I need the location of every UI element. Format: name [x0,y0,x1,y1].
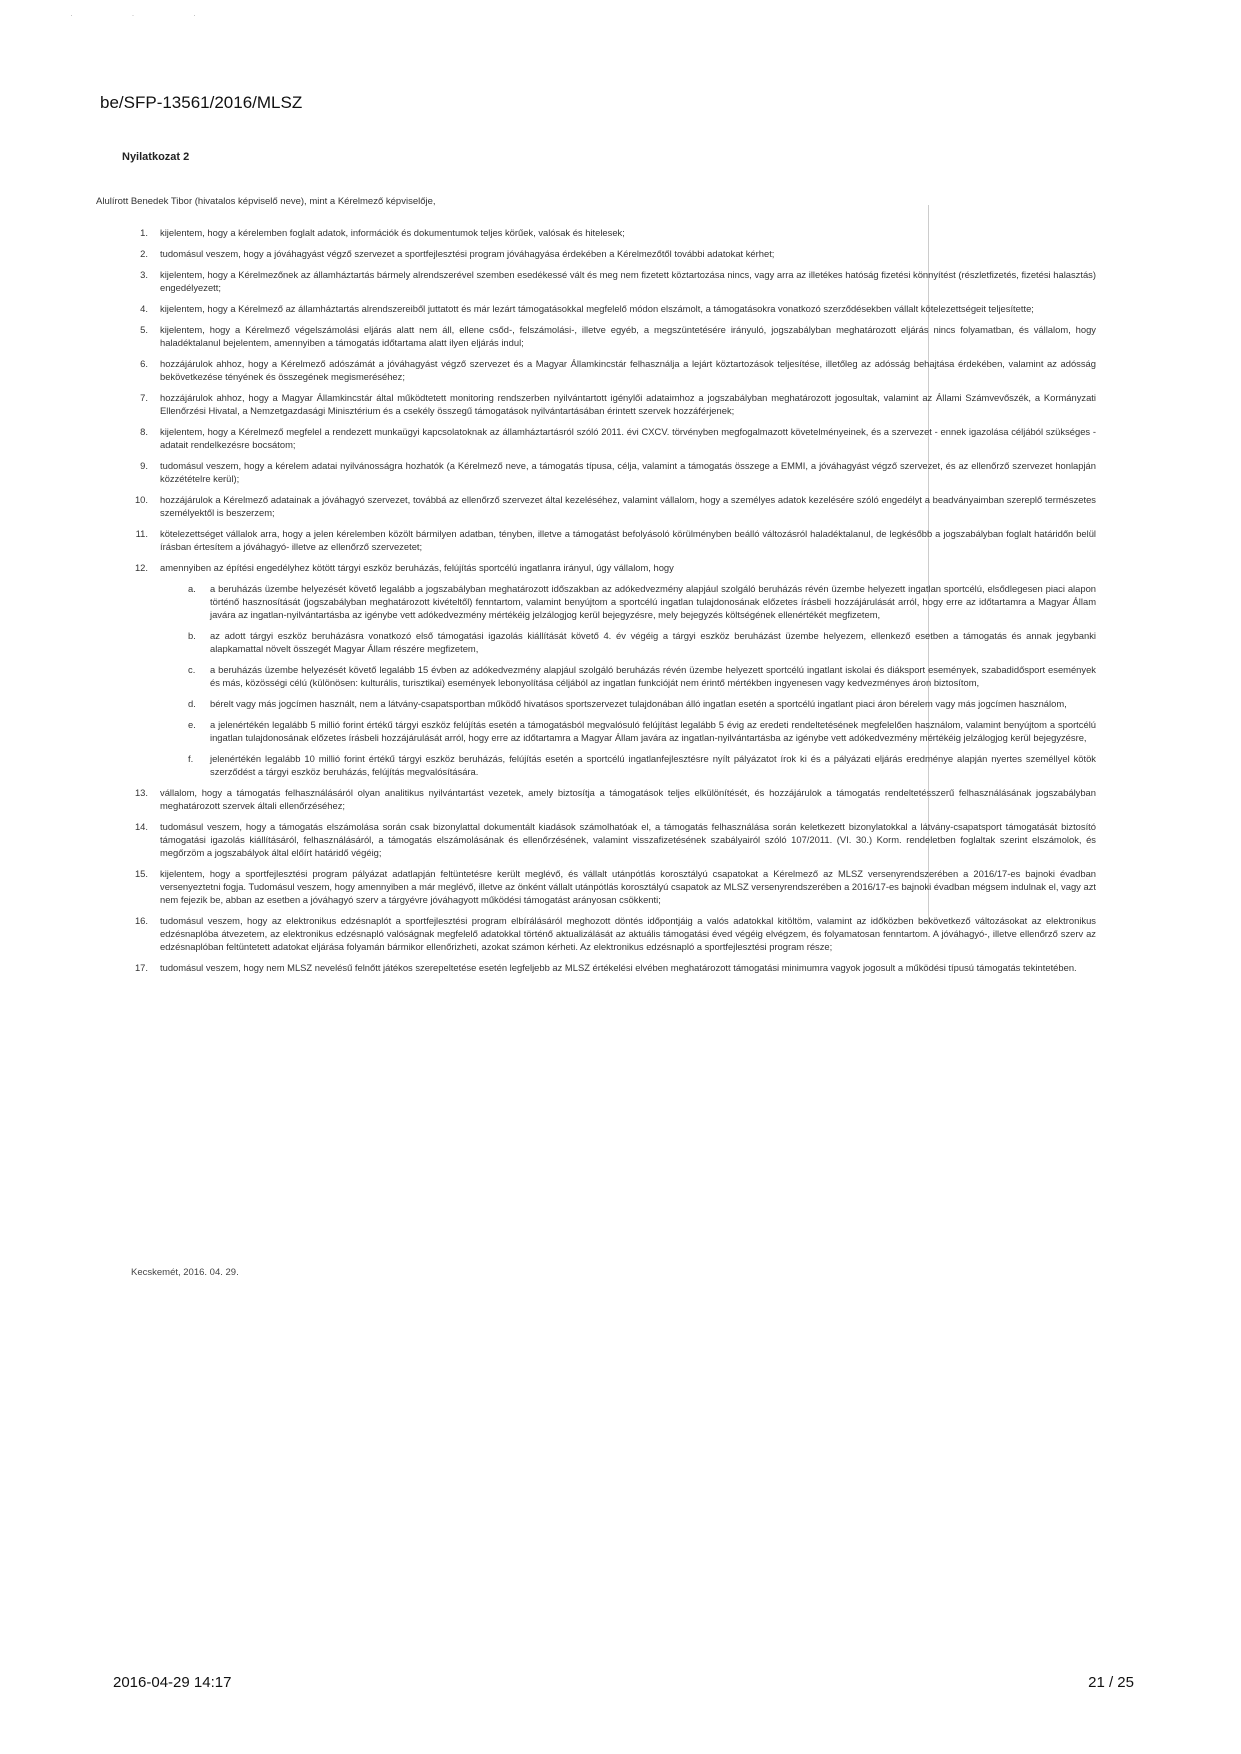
item-number: 6. [140,358,148,369]
declaration-item [120,357,1096,383]
declaration-item [120,302,1096,315]
sub-item [160,752,1096,778]
place-date: Kecskemét, 2016. 04. 29. [131,1267,239,1278]
sub-item-text: a jelenértékén legalább 5 millió forint értékű tárgyi eszköz felújítás esetén a támogatásból megvalósuló felújítást legalább 5 évig az eredeti rendeltetésének megfelelően használom, valamint benyújtom a sportcélú ingatlan tulajdonosának előzetes írásbeli hozzájárulását arról, hogy erre az időtartamra a Magyar Állam javára az ingatlan-nyilvántartásba az igénybe vett adókedvezmény mértékéig jelzálogjog kerül bejegyzésre, [210,719,1096,743]
item-number: 14. [134,821,148,832]
sub-list [160,582,1096,778]
item-text: kijelentem, hogy a Kérelmező az államháztartás alrendszereiből juttatott és már lezárt támogatásokkal megfelelő módon elszámolt, a támogatásokra vonatkozó szerződésekben vállalt kötelezettségeit teljesítette; [160,303,1034,314]
item-text: kijelentem, hogy a kérelemben foglalt adatok, információk és dokumentumok teljes körűek, valósak és hitelesek; [160,227,625,238]
page-number: 21 / 25 [1088,1674,1134,1691]
sub-item-text: bérelt vagy más jogcímen használt, nem a látvány-csapatsportban működő hivatásos sportszervezet tulajdonában álló ingatlan esetén a sportcélú ingatlant piaci áron bérelem vagy más jogcímen használom, [210,698,1067,709]
item-text: vállalom, hogy a támogatás felhasználásáról olyan analitikus nyilvántartást vezetek, amely biztosítja a támogatások teljes elkülönítését, és hozzájárulok a támogatás rendeltetésszerű felhasználásának jogszabályban meghatározott szervek általi ellenőrzéséhez; [160,787,1096,811]
item-number: 3. [140,269,148,280]
scan-specks: · · · [70,10,224,20]
item-text: kijelentem, hogy a Kérelmező megfelel a rendezett munkaügyi kapcsolatoknak az államháztartásról szóló 2011. évi CXCV. törvényben megfogalmazott követelményeinek, és a szervezet - ennek igazolása céljából szükséges - adatait rendelkezésre bocsátom; [160,426,1096,450]
item-text: hozzájárulok ahhoz, hogy a Kérelmező adószámát a jóváhagyást végző szervezet és a Magyar Államkincstár felhasználja a lejárt köztartozások teljesítése, illetőleg az adósság behajtása érdekében, valamint az adósság bekövetkezése tényének és összegének megismeréséhez; [160,358,1096,382]
declaration-item [120,820,1096,859]
declaration-list [120,226,1096,982]
item-number: 15. [134,868,148,879]
item-text: hozzájárulok a Kérelmező adatainak a jóváhagyó szervezet, továbbá az ellenőrző szervezet által kezeléséhez, valamint vállalom, hogy a személyes adatok kezelésére szóló engedélyt a beadványaimban szereplő természetes személyektől is beszerzem; [160,494,1096,518]
sub-item-text: az adott tárgyi eszköz beruházásra vonatkozó első támogatási igazolás kiállítását követő 4. év végéig a tárgyi eszköz beruházást üzembe helyezem, ellenkező esetben a támogatás és annak jegybanki alapkamattal növelt összegét Magyar Állam részére megfizetem, [210,630,1096,654]
item-number: 16. [134,915,148,926]
declaration-item [120,786,1096,812]
declaration-item [120,226,1096,239]
declaration-item [120,493,1096,519]
intro-text: Alulírott Benedek Tibor (hivatalos képviselő neve), mint a Kérelmező képviselője, [96,196,436,207]
item-number: 2. [140,248,148,259]
sub-item [160,663,1096,689]
sub-item [160,718,1096,744]
item-number: 12. [134,562,148,573]
sub-item-letter: d. [188,698,196,709]
declaration-item [120,527,1096,553]
sub-item-text: a beruházás üzembe helyezését követő legalább a jogszabályban meghatározott időszakban az adókedvezmény alapjául szolgáló beruházás révén üzembe helyezett ingatlan sportcélú, elsődlegesen piaci alapon történő hasznosítását (jogszabályban meghatározott kivételtől) fenntartom, valamint benyújtom a sportcélú ingatlan tulajdonosának előzetes írásbeli hozzájárulását arról, hogy erre az időtartamra a Magyar Állam javára az ingatlan-nyilvántartásba az igénybe vett adókedvezmény mértékéig jelzálogjog kerül bejegyzésre, mely bejegyzés költségének ellenértékét megfizetem, [210,583,1096,620]
item-text: kijelentem, hogy a Kérelmező végelszámolási eljárás alatt nem áll, ellene csőd-, felszámolási-, illetve egyéb, a megszüntetésére irányuló, jogszabályban meghatározott eljárás nincs folyamatban, és vállalom, hogy haladéktalanul bejelentem, amennyiben a támogatás időtartama alatt ilyen eljárás indul; [160,324,1096,348]
item-text: kijelentem, hogy a sportfejlesztési program pályázat adatlapján feltüntetésre került meglévő, és vállalt utánpótlás korosztályú csapatokat a Kérelmező az MLSZ versenyrendszerében a 2016/17-es bajnoki évadban versenyeztetni fogja. Tudomásul veszem, hogy amennyiben a már meglévő, illetve az önként vállalt utánpótlás korosztályú csapatok az MLSZ versenyrendszerében a 2016/17-es bajnoki évadban mégsem indulnak el, vagy azt nem fejezik be, abban az esetben a jóváhagyó szerv a tárgyévre jóváhagyott működési támogatást arányosan csökkenti; [160,868,1096,905]
sub-item-letter: b. [188,630,196,641]
sub-item [160,629,1096,655]
document-id: be/SFP-13561/2016/MLSZ [100,93,303,112]
declaration-item [120,561,1096,778]
item-text: tudomásul veszem, hogy a támogatás elszámolása során csak bizonylattal dokumentált kiadások számolhatóak el, a támogatás felhasználása során keletkezett bizonylatokkal a látvány-csapatsport támogatását biztosító támogatási igazolás kiállításáról, felhasználásáról, a támogatás elszámolásának és ellenőrzésének, valamint visszafizetésének szabályairól szóló 107/2011. (VI. 30.) Korm. rendeletben foglaltak szerint elszámolok, és megőrzöm a jogszabályok által előírt határidő végéig; [160,821,1096,858]
item-number: 10. [134,494,148,505]
item-number: 7. [140,392,148,403]
sub-item [160,582,1096,621]
sub-item-letter: e. [188,719,196,730]
declaration-item [120,268,1096,294]
sub-item-text: jelenértékén legalább 10 millió forint értékű tárgyi eszköz beruházás, felújítás esetén a sportcélú ingatlanfejlesztésre nyílt pályázatot írok ki és a pályázati eljárás eredménye alapján nyertes személlyel kötök szerződést a tárgyi eszköz beruházás, felújítás megvalósítására. [210,753,1096,777]
footer-timestamp: 2016-04-29 14:17 [113,1674,232,1691]
item-text: tudomásul veszem, hogy a kérelem adatai nyilvánosságra hozhatók (a Kérelmező neve, a támogatás típusa, célja, valamint a támogatás összege a EMMI, a jóváhagyást végző szervezet, és az ellenőrző szervezet honlapján közzétételre kerül); [160,460,1096,484]
declaration-item [120,459,1096,485]
item-number: 1. [140,227,148,238]
item-number: 17. [134,962,148,973]
item-number: 9. [140,460,148,471]
declaration-item [120,867,1096,906]
item-number: 11. [135,528,148,539]
item-number: 8. [140,426,148,437]
declaration-item [120,323,1096,349]
sub-item-letter: a. [188,583,196,594]
sub-item [160,697,1096,710]
declaration-item [120,425,1096,451]
sub-item-letter: f. [188,753,194,764]
item-text: kötelezettséget vállalok arra, hogy a jelen kérelemben közölt bármilyen adatban, tényben, illetve a támogatást befolyásoló körülményben beálló változásról haladéktalanul, de legkésőbb a jogszabályban foglalt határidőn belül írásban értesítem a jóváhagyó- illetve az ellenőrző szervezetet; [160,528,1096,552]
sub-item-letter: c. [188,664,196,675]
item-number: 5. [140,324,148,335]
declaration-item [120,961,1096,974]
item-text: hozzájárulok ahhoz, hogy a Magyar Államkincstár által működtetett monitoring rendszerben nyilvántartott igénylői adataimhoz a jogszabályban meghatározott jogosultak, valamint az Állami Számvevőszék, a Kormányzati Ellenőrzési Hivatal, a Nemzetgazdasági Minisztérium és a csekély összegű támogatások nyilvántartásában érintett szervek hozzáférjenek; [160,392,1096,416]
item-text: tudomásul veszem, hogy a jóváhagyást végző szervezet a sportfejlesztési program jóváhagyása érdekében a Kérelmezőtől további adatokat kérhet; [160,248,775,259]
item-number: 13. [134,787,148,798]
item-text: tudomásul veszem, hogy az elektronikus edzésnaplót a sportfejlesztési program elbírálásáról meghozott döntés időpontjáig a valós adatokkal kitöltöm, valamint az időközben bekövetkező változásokat az elektronikus edzésnaplóba átvezetem, az elektronikus edzésnapló valóságnak megfelelő adatokkal történő aktualizálását az aktuális támogatási éved végéig elvégzem, és folyamatosan fenntartom. A jóváhagyó-, illetve ellenőrző szerv az edzésnaplóban feltüntetett adatokat eljárása folyamán bármikor ellenőrizheti, azokat számon kérheti. Az elektronikus edzésnapló a sportfejlesztési program része; [160,915,1096,952]
item-text: amennyiben az építési engedélyhez kötött tárgyi eszköz beruházás, felújítás sportcélú ingatlanra irányul, úgy vállalom, hogy [160,562,674,573]
declaration-item [120,391,1096,417]
page-title: Nyilatkozat 2 [122,151,190,163]
item-text: kijelentem, hogy a Kérelmezőnek az államháztartás bármely alrendszerével szemben esedékessé vált és meg nem fizetett köztartozása nincs, vagy arra az illetékes hatóság fizetési könnyítést (részletfizetés, fizetési halasztás) engedélyezett; [160,269,1096,293]
declaration-item [120,247,1096,260]
declaration-item [120,914,1096,953]
item-number: 4. [140,303,148,314]
item-text: tudomásul veszem, hogy nem MLSZ nevelésű felnőtt játékos szerepeltetése esetén legfeljebb az MLSZ értékelési elvében meghatározott támogatási minimumra vagyok jogosult a működési típusú támogatás tekintetében. [160,962,1077,973]
sub-item-text: a beruházás üzembe helyezését követő legalább 15 évben az adókedvezmény alapjául szolgáló beruházás révén üzembe helyezett sportcélú ingatlant iskolai és diáksport események, szabadidősport események és más, közösségi célú (különösen: kulturális, turisztikai) események lebonyolítása céljából az ingatlan funkcióját nem érintő mértékben ingyenesen vagy kedvezményes áron biztosítom, [210,664,1096,688]
